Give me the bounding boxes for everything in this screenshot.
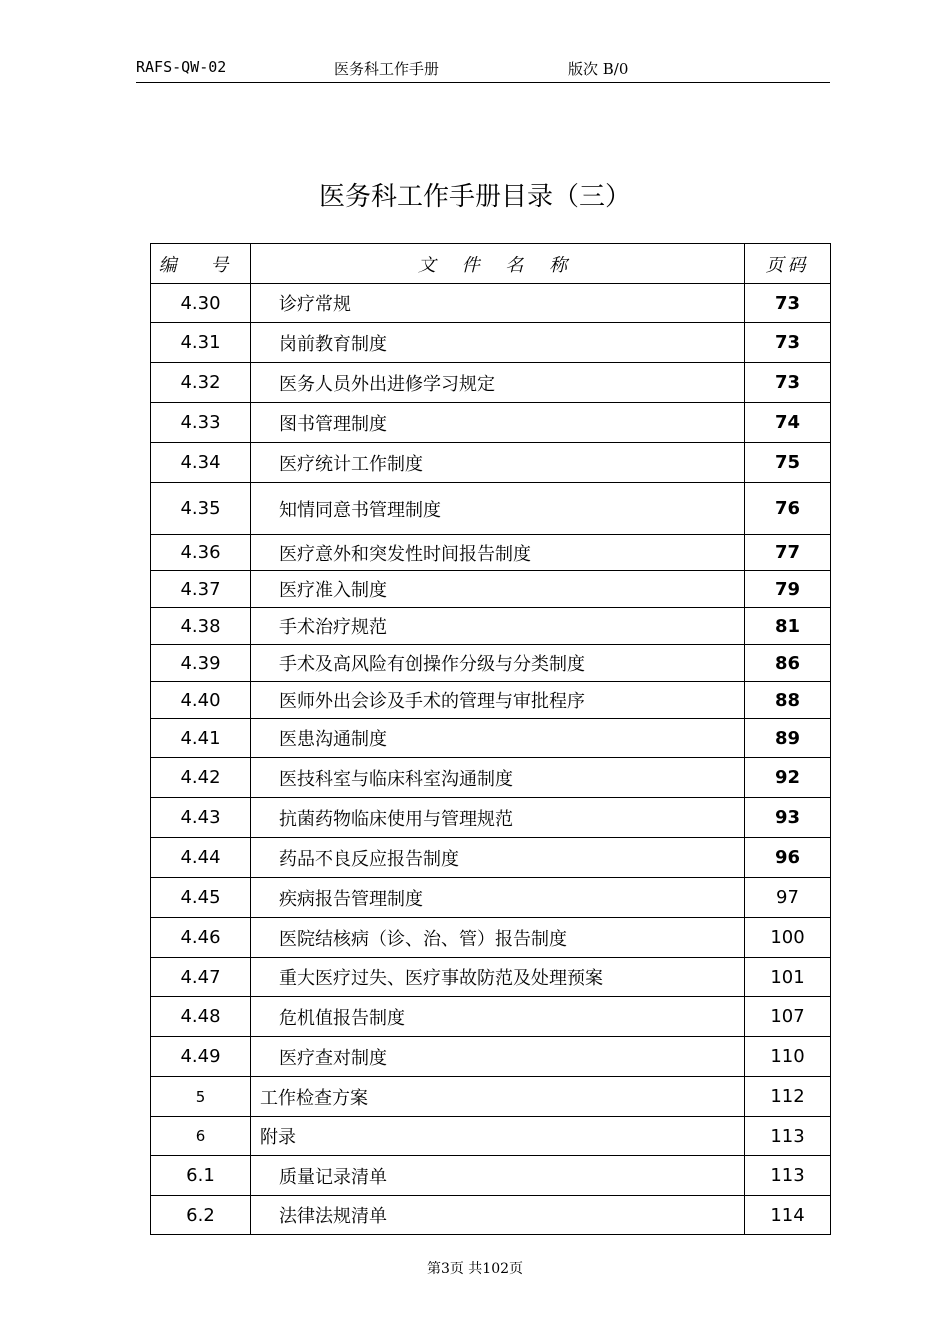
- toc-title: 医师外出会诊及手术的管理与审批程序: [251, 682, 745, 719]
- toc-number: 4.43: [151, 798, 251, 838]
- toc-page-number: 93: [745, 798, 831, 838]
- col-header-page: 页码: [745, 244, 831, 284]
- toc-row: [151, 1077, 831, 1117]
- toc-page-number: 101: [745, 958, 831, 997]
- toc-number: 6.1: [151, 1156, 251, 1196]
- page-header: [136, 58, 830, 83]
- toc-title: 医技科室与临床科室沟通制度: [251, 758, 745, 798]
- toc-page-number: 100: [745, 918, 831, 958]
- toc-page-number: 113: [745, 1156, 831, 1196]
- toc-number: 4.39: [151, 645, 251, 682]
- toc-number: 4.31: [151, 323, 251, 363]
- toc-page-number: 79: [745, 571, 831, 608]
- toc-title: 法律法规清单: [251, 1196, 745, 1235]
- header-title: 医务科工作手册: [334, 60, 440, 78]
- toc-row: [151, 645, 831, 682]
- toc-title: 疾病报告管理制度: [251, 878, 745, 918]
- toc-title: 手术治疗规范: [251, 608, 745, 645]
- toc-number: 6: [151, 1117, 251, 1156]
- toc-row: [151, 483, 831, 535]
- toc-title: 图书管理制度: [251, 403, 745, 443]
- toc-row: [151, 608, 831, 645]
- toc-number: 4.46: [151, 918, 251, 958]
- page-footer: 第3页 共102页: [426, 1261, 524, 1277]
- toc-row: [151, 1117, 831, 1156]
- toc-number: 4.40: [151, 682, 251, 719]
- toc-page-number: 113: [745, 1117, 831, 1156]
- toc-page-number: 77: [745, 535, 831, 571]
- toc-page-number: 75: [745, 443, 831, 483]
- toc-row: [151, 535, 831, 571]
- toc-title: 医院结核病（诊、治、管）报告制度: [251, 918, 745, 958]
- toc-row: [151, 323, 831, 363]
- toc-title: 知情同意书管理制度: [251, 483, 745, 535]
- toc-number: 4.38: [151, 608, 251, 645]
- toc-row: [151, 798, 831, 838]
- toc-row: [151, 719, 831, 758]
- toc-number: 4.48: [151, 997, 251, 1037]
- toc-number: 6.2: [151, 1196, 251, 1235]
- toc-title: 医疗意外和突发性时间报告制度: [251, 535, 745, 571]
- toc-title: 药品不良反应报告制度: [251, 838, 745, 878]
- toc-title: 抗菌药物临床使用与管理规范: [251, 798, 745, 838]
- toc-title: 诊疗常规: [251, 284, 745, 323]
- toc-row: [151, 363, 831, 403]
- document-code: RAFS-QW-02: [136, 58, 227, 76]
- toc-page-number: 73: [745, 284, 831, 323]
- toc-title: 医患沟通制度: [251, 719, 745, 758]
- toc-row: [151, 682, 831, 719]
- toc-row: [151, 1156, 831, 1196]
- toc-title: 医疗统计工作制度: [251, 443, 745, 483]
- toc-title: 手术及高风险有创操作分级与分类制度: [251, 645, 745, 682]
- toc-row: [151, 997, 831, 1037]
- toc-row: [151, 1196, 831, 1235]
- toc-row: [151, 918, 831, 958]
- toc-number: 4.32: [151, 363, 251, 403]
- toc-title: 质量记录清单: [251, 1156, 745, 1196]
- toc-page-number: 76: [745, 483, 831, 535]
- toc-title: 工作检查方案: [251, 1077, 745, 1117]
- toc-number: 5: [151, 1077, 251, 1117]
- toc-page-number: 81: [745, 608, 831, 645]
- toc-page-number: 92: [745, 758, 831, 798]
- toc-row: [151, 878, 831, 918]
- toc-number: 4.45: [151, 878, 251, 918]
- toc-page-number: 107: [745, 997, 831, 1037]
- toc-table: [150, 243, 831, 1235]
- page-title: 医务科工作手册目录（三）: [318, 182, 631, 212]
- toc-page-number: 97: [745, 878, 831, 918]
- col-header-number: 编 号: [151, 244, 251, 284]
- toc-row: [151, 284, 831, 323]
- toc-title: 附录: [251, 1117, 745, 1156]
- toc-row: [151, 1037, 831, 1077]
- toc-page-number: 86: [745, 645, 831, 682]
- toc-page-number: 96: [745, 838, 831, 878]
- toc-row: [151, 443, 831, 483]
- toc-number: 4.44: [151, 838, 251, 878]
- toc-page-number: 74: [745, 403, 831, 443]
- toc-number: 4.41: [151, 719, 251, 758]
- toc-header-row: [151, 244, 831, 284]
- toc-row: [151, 758, 831, 798]
- toc-row: [151, 958, 831, 997]
- toc-number: 4.36: [151, 535, 251, 571]
- toc-number: 4.34: [151, 443, 251, 483]
- toc-number: 4.37: [151, 571, 251, 608]
- toc-number: 4.49: [151, 1037, 251, 1077]
- toc-row: [151, 403, 831, 443]
- toc-page-number: 114: [745, 1196, 831, 1235]
- toc-title: 岗前教育制度: [251, 323, 745, 363]
- toc-title: 医疗准入制度: [251, 571, 745, 608]
- toc-number: 4.42: [151, 758, 251, 798]
- toc-page-number: 89: [745, 719, 831, 758]
- toc-page-number: 110: [745, 1037, 831, 1077]
- version-label: 版次 B/0: [568, 60, 629, 78]
- toc-title: 重大医疗过失、医疗事故防范及处理预案: [251, 958, 745, 997]
- toc-page-number: 73: [745, 363, 831, 403]
- toc-title: 危机值报告制度: [251, 997, 745, 1037]
- toc-page-number: 73: [745, 323, 831, 363]
- toc-title: 医务人员外出进修学习规定: [251, 363, 745, 403]
- toc-title: 医疗查对制度: [251, 1037, 745, 1077]
- toc-number: 4.47: [151, 958, 251, 997]
- toc-row: [151, 571, 831, 608]
- toc-page-number: 112: [745, 1077, 831, 1117]
- toc-number: 4.33: [151, 403, 251, 443]
- col-header-name: 文 件 名 称: [251, 244, 745, 284]
- toc-page-number: 88: [745, 682, 831, 719]
- toc-row: [151, 838, 831, 878]
- toc-number: 4.35: [151, 483, 251, 535]
- toc-number: 4.30: [151, 284, 251, 323]
